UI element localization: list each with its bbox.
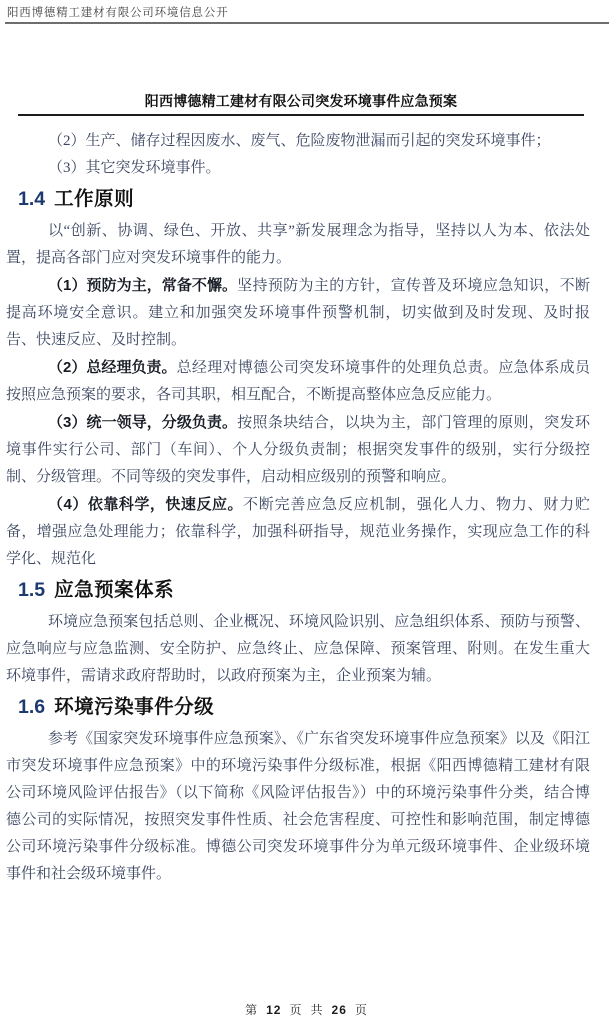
section-1-6-body: 参考《国家突发环境事件应急预案》、《广东省突发环境事件应急预案》以及《阳江市突发环境事件应急预案》中的环境污染事件分级标准，根据《阳西博德精工建材有限公司环境风险评估报告》（以下简称《风险评估报告》）中的环境污染事件分类，结合博德公司的实际情况，按照突发事件性质、社会危害程度、可控性和影响范围，制定博德公司环境污染事件分级标准。博德公司突发环境事件分为单元级环境事件、企业级环境事件和社会级环境事件。 (6, 731, 590, 882)
header-divider (5, 22, 609, 24)
site-header (0, 0, 613, 24)
document-title: 阳西博德精工建材有限公司突发环境事件应急预案 (144, 93, 458, 109)
site-header-title: 阳西博德精工建材有限公司环境信息公开 (7, 7, 229, 19)
principle-2-title: （2）总经理负责。 (48, 359, 177, 376)
section-heading-1-6 (18, 694, 590, 720)
section-number: 1.4 (18, 188, 46, 210)
total-page-number: 26 (331, 1003, 347, 1017)
principle-1 (6, 272, 590, 354)
section-title: 应急预案体系 (54, 579, 175, 601)
principle-4-title: （4）依靠科学，快速反应。 (48, 496, 243, 513)
footer-label: 第 (245, 1003, 259, 1017)
section-number: 1.6 (18, 696, 46, 718)
footer-label: 共 (310, 1003, 324, 1017)
footer-label: 页 (289, 1003, 303, 1017)
current-page-number: 12 (266, 1003, 282, 1017)
principle-1-title: （1）预防为主，常备不懈。 (48, 277, 238, 294)
principle-3-text: 按照条块结合，以块为主，部门管理的原则，突发环境事件实行公司、部门（车间）、个人分级负责制；根据突发事件的级别，实行分级控制、分级管理。不同等级的突发事件，启动相应级别的预警和响应。 (6, 415, 590, 485)
principle-3-title: （3）统一领导，分级负责。 (48, 414, 238, 431)
section-1-4-lead: 以“创新、协调、绿色、开放、共享”新发展理念为指导，坚持以人为本、依法处置，提高各部门应对突发环境事件的能力。 (6, 223, 590, 266)
document-title-block (18, 93, 584, 116)
section-title: 环境污染事件分级 (54, 696, 215, 718)
section-title: 工作原则 (54, 188, 135, 210)
principle-1-text: 坚持预防为主的方针，宣传普及环境应急知识，不断提高环境安全意识。建立和加强突发环境事件预警机制，切实做到及时发现、及时报告、快速反应、及时控制。 (6, 278, 590, 348)
section-heading-1-5 (18, 577, 590, 603)
section-heading-1-4 (18, 186, 590, 212)
section-number: 1.5 (18, 579, 46, 601)
principle-3 (6, 409, 590, 491)
principle-2-text: 总经理对博德公司突发环境事件的处理负总责。应急体系成员按照应急预案的要求，各司其职，相互配合，不断提高整体应急反应能力。 (6, 360, 590, 403)
section-1-5-body: 环境应急预案包括总则、企业概况、环境风险识别、应急组织体系、预防与预警、应急响应与应急监测、安全防护、应急终止、应急保障、预案管理、附则。在发生重大环境事件，需请求政府帮助时，以政府预案为主，企业预案为辅。 (6, 614, 590, 684)
intro-item-2: （2）生产、储存过程因废水、废气、危险废物泄漏而引起的突发环境事件； (48, 133, 551, 149)
intro-item-3: （3）其它突发环境事件。 (48, 160, 221, 176)
page-number-footer (0, 1001, 613, 1018)
principle-2 (6, 354, 590, 409)
document-body (6, 128, 590, 888)
principle-4-text: 不断完善应急反应机制，强化人力、物力、财力贮备，增强应急处理能力；依靠科学，加强科研指导，规范业务操作，实现应急工作的科学化、规范化 (6, 497, 590, 567)
footer-label: 页 (354, 1003, 368, 1017)
principle-4 (6, 491, 590, 573)
